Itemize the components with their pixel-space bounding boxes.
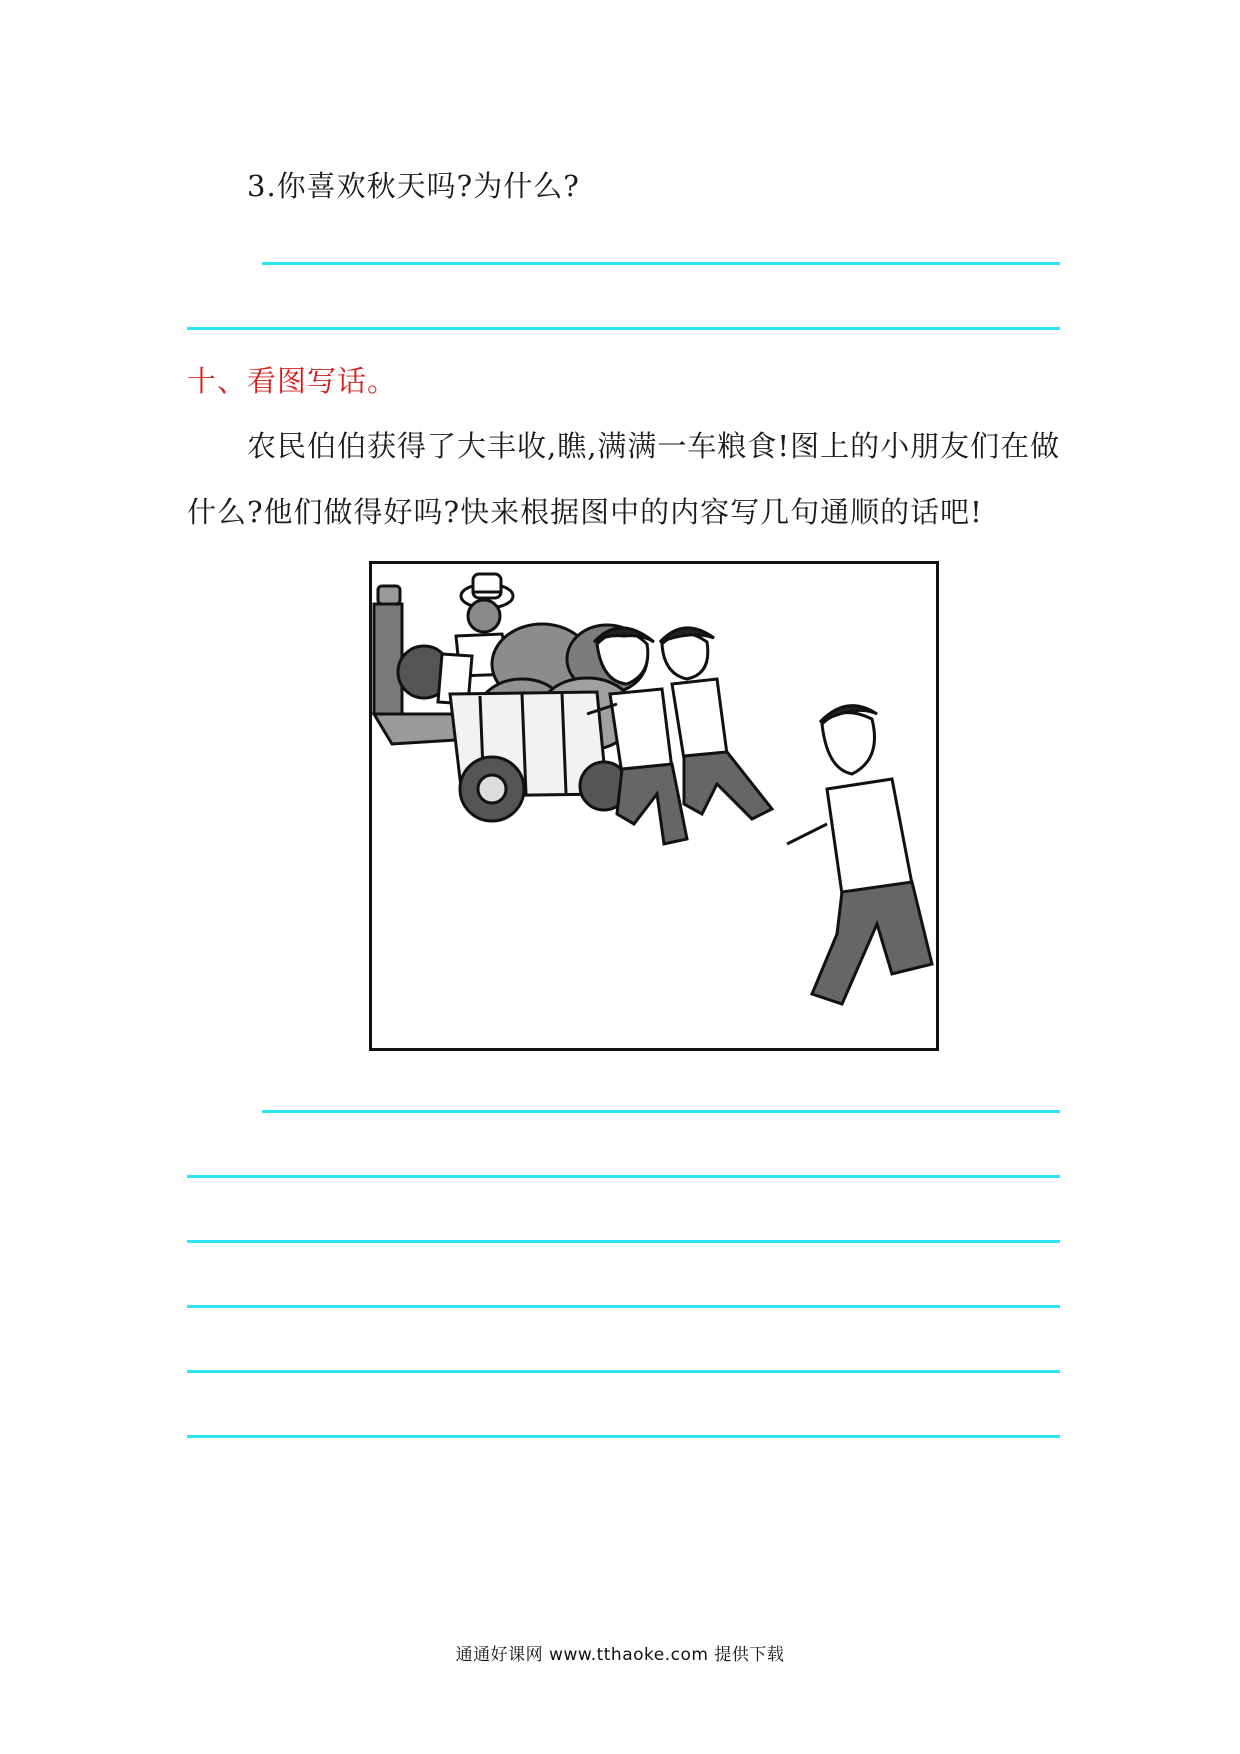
answer-line[interactable] bbox=[187, 327, 1060, 330]
writing-line[interactable] bbox=[187, 1175, 1060, 1178]
prompt-line-2: 什么?他们做得好吗?快来根据图中的内容写几句通顺的话吧! bbox=[187, 495, 983, 529]
man-walking bbox=[787, 706, 932, 1004]
section-heading: 十、看图写话。 bbox=[187, 364, 398, 398]
tractor-cart-children-illustration bbox=[372, 564, 936, 1048]
writing-line[interactable] bbox=[187, 1240, 1060, 1243]
prompt-line-1: 农民伯伯获得了大丰收,瞧,满满一车粮食!图上的小朋友们在做 bbox=[247, 429, 1061, 463]
writing-line[interactable] bbox=[187, 1305, 1060, 1308]
writing-line[interactable] bbox=[187, 1435, 1060, 1438]
answer-line[interactable] bbox=[262, 262, 1060, 265]
writing-line[interactable] bbox=[262, 1110, 1060, 1113]
writing-line[interactable] bbox=[187, 1370, 1060, 1373]
illustration-frame bbox=[369, 561, 939, 1051]
footer-credit: 通通好课网 www.tthaoke.com 提供下载 bbox=[455, 1645, 785, 1665]
question-3: 3.你喜欢秋天吗?为什么? bbox=[247, 169, 580, 203]
